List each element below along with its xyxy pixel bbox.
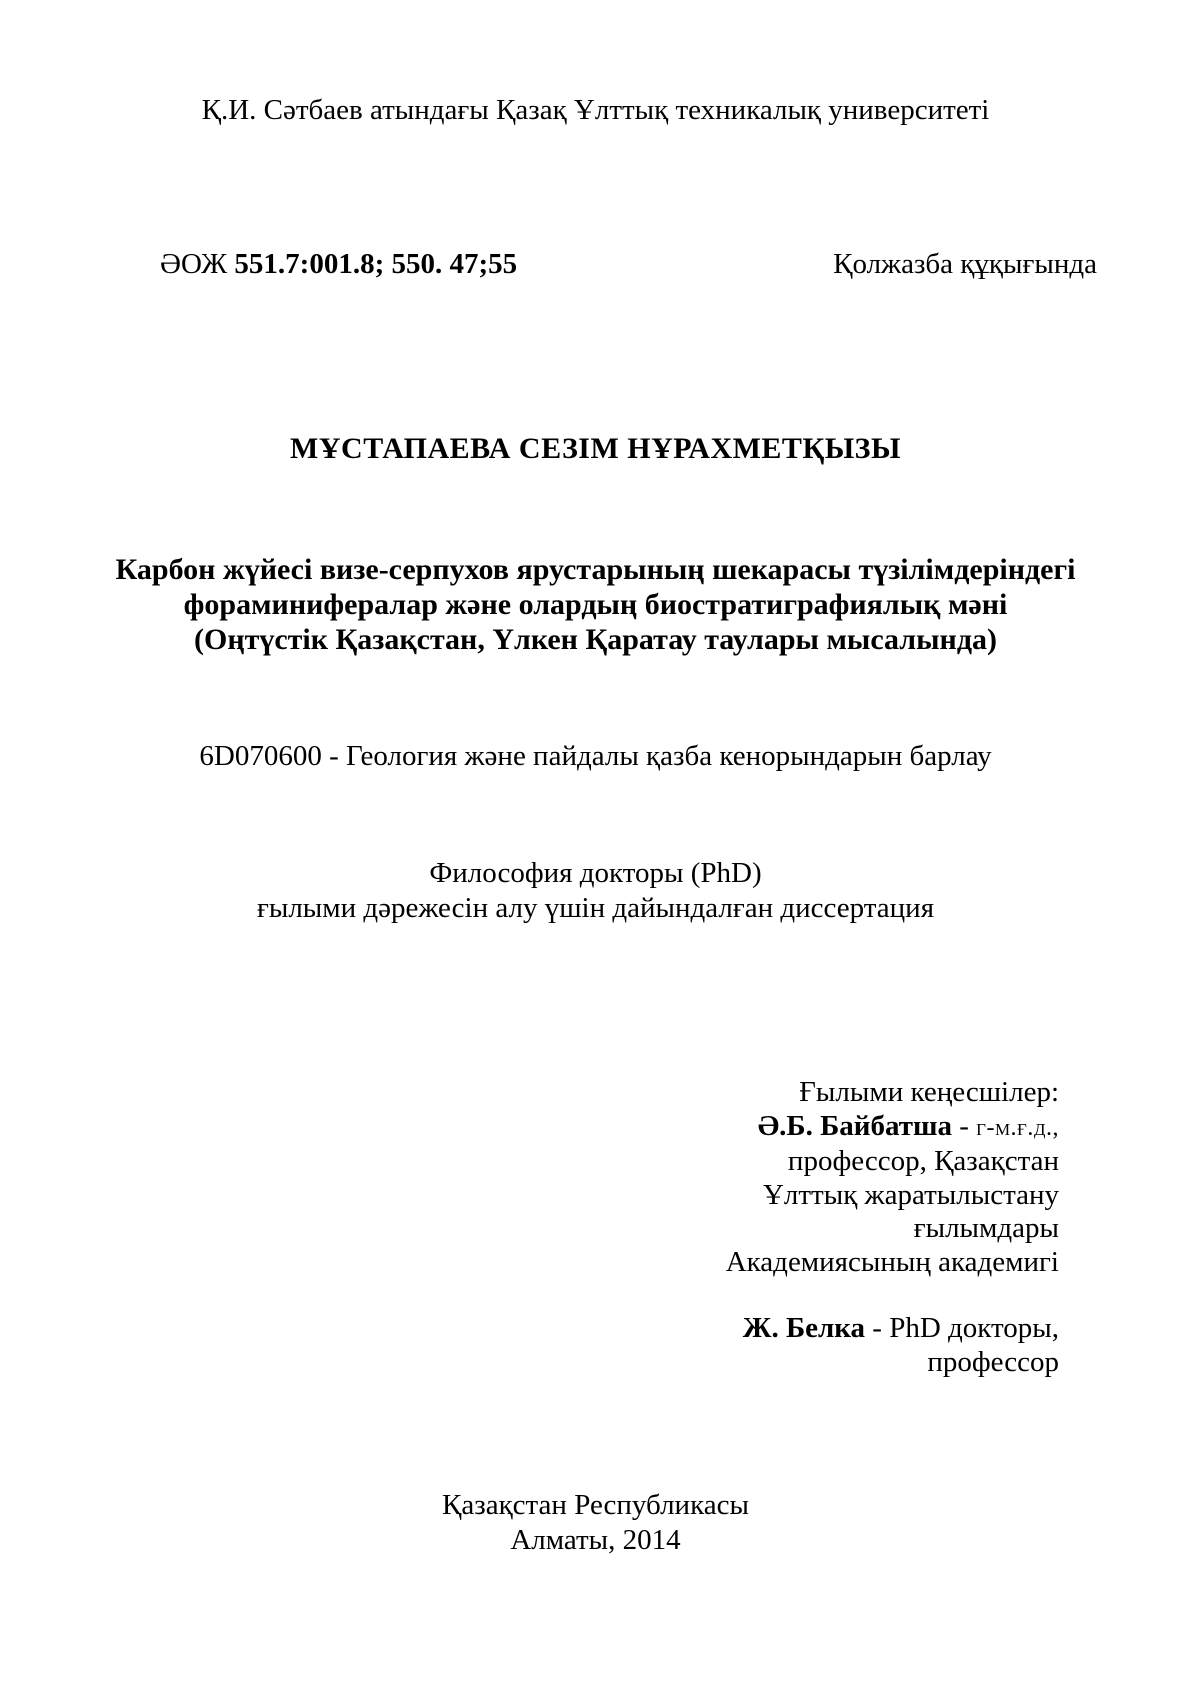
title-line-1: Карбон жүйесі визе-серпухов ярустарының шекарасы түзілімдеріндегі xyxy=(115,553,1076,586)
advisor-2-name: Ж. Белка xyxy=(742,1312,866,1344)
degree-line-2: ғылыми дәрежесін алу үшін дайындалған диссертация xyxy=(256,892,935,924)
imprint xyxy=(0,1488,1191,1558)
advisor-2-line-1 xyxy=(500,1312,1059,1346)
advisor-1-line-3: Ұлттық жаратылыстану xyxy=(762,1178,1059,1211)
advisor-2-rest: - PhD докторы, xyxy=(865,1312,1059,1344)
imprint-country: Қазақстан Республикасы xyxy=(442,1489,749,1521)
advisor-1-separator: - xyxy=(951,1109,977,1142)
scientific-advisors xyxy=(500,1076,1059,1379)
manuscript-note: Қолжазба құқығында xyxy=(833,248,1097,280)
udc-manuscript-row xyxy=(160,248,1097,281)
advisor-1-line-5: Академиясының академигі xyxy=(725,1245,1059,1278)
advisor-1-name: Ә.Б. Байбатша xyxy=(757,1109,952,1142)
advisor-1-degree: г-м.ғ.д., xyxy=(976,1114,1059,1141)
university-name: Қ.И. Сәтбаев атындағы Қазақ Ұлттық техникалық университеті xyxy=(201,94,990,126)
specialty-code: 6D070600 - Геология және пайдалы қазба кенорындарын барлау xyxy=(199,740,992,772)
advisor-1-line-4: ғылымдары xyxy=(913,1212,1059,1244)
author-name: МҰСТАПАЕВА СЕЗІМ НҰРАХМЕТҚЫЗЫ xyxy=(290,432,901,465)
advisors-heading: Ғылыми кеңесшілер: xyxy=(799,1076,1059,1108)
advisor-1-line-2: профессор, Қазақстан xyxy=(787,1145,1059,1177)
udc-number: 551.7:001.8; 550. 47;55 xyxy=(234,248,518,280)
degree-line-1: Философия докторы (PhD) xyxy=(429,857,762,889)
title-line-2: фораминифералар және олардың биостратиграфиялық мәні xyxy=(183,588,1008,621)
imprint-city-year: Алматы, 2014 xyxy=(510,1524,681,1556)
udc-code xyxy=(160,248,517,281)
advisor-1-line-1 xyxy=(500,1110,1059,1146)
degree-statement xyxy=(0,856,1191,926)
advisor-2-line-2: профессор xyxy=(927,1345,1059,1378)
title-line-3: (Оңтүстік Қазақстан, Үлкен Қаратау таулары мысалында) xyxy=(194,623,997,656)
udc-label: ӘОЖ xyxy=(160,248,228,280)
dissertation-title xyxy=(0,552,1191,657)
